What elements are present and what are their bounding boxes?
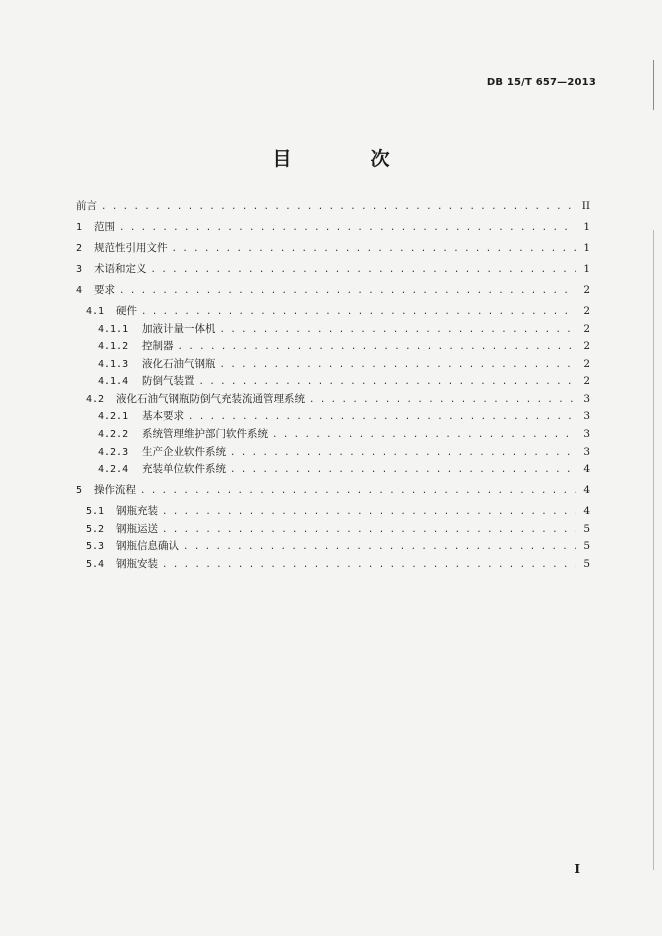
dot-leader: [101, 199, 576, 217]
toc-entry-2[interactable]: [76, 240, 590, 258]
toc-entry-page: 1: [583, 220, 590, 233]
toc-entry-5-2[interactable]: [76, 521, 590, 539]
toc-entry-4[interactable]: [76, 282, 590, 300]
dot-leader: [162, 522, 576, 540]
toc-entry-number: 4.2.3: [98, 446, 129, 458]
toc-entry-label: 规范性引用文件: [94, 241, 168, 254]
toc-entry-page: 2: [583, 322, 590, 335]
toc-entry-4-1-1[interactable]: [76, 321, 590, 339]
toc-entry-5-1[interactable]: [76, 503, 590, 521]
toc-entry-label: 范围: [94, 220, 115, 233]
toc-entry-5[interactable]: [76, 482, 590, 500]
toc-entry-number: 5.3: [86, 541, 105, 553]
toc-entry-number: 5.1: [86, 506, 105, 518]
toc-entry-page: 5: [583, 540, 590, 553]
toc-entry-label: 加液计量一体机: [142, 322, 216, 335]
toc-entry-4-2-2[interactable]: [76, 426, 590, 444]
toc-entry-label: 钢瓶信息确认: [116, 540, 179, 553]
toc-entry-number: 4.1: [86, 305, 105, 317]
toc-entry-number: 4.1.2: [98, 341, 129, 353]
toc-entry-4-2[interactable]: [76, 391, 590, 409]
dot-leader: [230, 462, 576, 480]
toc-entry-label: 系统管理维护部门软件系统: [142, 428, 268, 441]
dot-leader: [162, 557, 576, 575]
toc-entry-4-2-4[interactable]: [76, 461, 590, 479]
toc-entry-label: 充装单位软件系统: [142, 463, 226, 476]
toc-entry-4-1-2[interactable]: [76, 338, 590, 356]
dot-leader: [188, 409, 576, 427]
toc-entry-page: 3: [583, 392, 590, 405]
toc-entry-page: 2: [583, 304, 590, 317]
dot-leader: [119, 220, 576, 238]
dot-leader: [272, 427, 576, 445]
dot-leader: [162, 504, 576, 522]
toc-entry-page: 4: [583, 505, 590, 518]
toc-entry-page: 2: [583, 283, 590, 296]
toc-entry-label: 钢瓶充装: [116, 505, 158, 518]
toc-entry-page: 2: [583, 375, 590, 388]
dot-leader: [141, 304, 576, 322]
toc-entry-page: 3: [583, 428, 590, 441]
toc-entry-number: 4.1.1: [98, 323, 129, 335]
toc-entry-label: 防倒气装置: [142, 375, 195, 388]
page-title: 目 次: [272, 148, 420, 170]
toc-entry-page: 4: [583, 463, 590, 476]
toc-entry-page: 1: [583, 262, 590, 275]
toc-entry-number: 4.1.4: [98, 376, 129, 388]
toc-entry-page: 1: [583, 241, 590, 254]
toc-entry-page: 4: [583, 484, 590, 497]
toc-entry-4-1-3[interactable]: [76, 356, 590, 374]
toc-entry-4-1-4[interactable]: [76, 373, 590, 391]
toc-entry-label: 液化石油气钢瓶: [142, 357, 216, 370]
toc-entry-5-4[interactable]: [76, 556, 590, 574]
toc-entry-number: 4.2.2: [98, 429, 129, 441]
standard-code: DB 15/T 657—2013: [486, 77, 596, 88]
dot-leader: [151, 262, 577, 280]
scan-edge-mark: [653, 230, 654, 870]
dot-leader: [140, 483, 576, 501]
toc-entry-number: 3: [76, 263, 83, 275]
toc-entry-page: II: [581, 200, 590, 212]
toc-entry-label: 生产企业软件系统: [142, 445, 226, 458]
dot-leader: [119, 283, 576, 301]
dot-leader: [183, 539, 576, 557]
toc-entry-label: 基本要求: [142, 410, 184, 423]
toc-entry-page: 5: [583, 558, 590, 571]
toc-entry-label: 要求: [94, 283, 115, 296]
toc-entry-4-2-1[interactable]: [76, 408, 590, 426]
toc-entry-page: 3: [583, 445, 590, 458]
toc-entry-preface[interactable]: [76, 198, 590, 216]
toc-entry-page: 2: [583, 340, 590, 353]
page-number: I: [574, 862, 580, 876]
toc-entry-number: 4.2.1: [98, 411, 129, 423]
dot-leader: [178, 339, 577, 357]
dot-leader: [220, 357, 577, 375]
dot-leader: [309, 392, 576, 410]
toc-entry-5-3[interactable]: [76, 538, 590, 556]
toc-entry-label: 操作流程: [94, 484, 136, 497]
toc-entry-number: 4: [76, 284, 83, 296]
dot-leader: [230, 445, 576, 463]
toc-entry-number: 1: [76, 221, 83, 233]
toc-entry-label: 控制器: [142, 340, 174, 353]
toc-entry-4-2-3[interactable]: [76, 444, 590, 462]
toc-entry-page: 3: [583, 410, 590, 423]
toc-entry-number: 2: [76, 242, 83, 254]
dot-leader: [199, 374, 577, 392]
toc-entry-label: 术语和定义: [94, 262, 147, 275]
dot-leader: [220, 322, 577, 340]
toc-entry-label: 液化石油气钢瓶防倒气充装流通管理系统: [116, 392, 305, 405]
toc-entry-page: 2: [583, 357, 590, 370]
toc-entry-label: 钢瓶安装: [116, 558, 158, 571]
table-of-contents: [76, 198, 590, 574]
toc-entry-number: 5.2: [86, 523, 105, 535]
toc-entry-number: 4.2.4: [98, 464, 129, 476]
toc-entry-label: 钢瓶运送: [116, 522, 158, 535]
toc-entry-number: 5: [76, 485, 83, 497]
toc-entry-number: 5.4: [86, 559, 105, 571]
toc-entry-number: 4.1.3: [98, 358, 129, 370]
toc-entry-3[interactable]: [76, 261, 590, 279]
toc-entry-number: 4.2: [86, 393, 105, 405]
toc-entry-4-1[interactable]: [76, 303, 590, 321]
toc-entry-page: 5: [583, 522, 590, 535]
toc-entry-label: 硬件: [116, 304, 137, 317]
toc-entry-1[interactable]: [76, 219, 590, 237]
scan-edge-mark: [653, 60, 654, 110]
toc-entry-label: 前言: [76, 200, 97, 212]
dot-leader: [172, 241, 577, 259]
